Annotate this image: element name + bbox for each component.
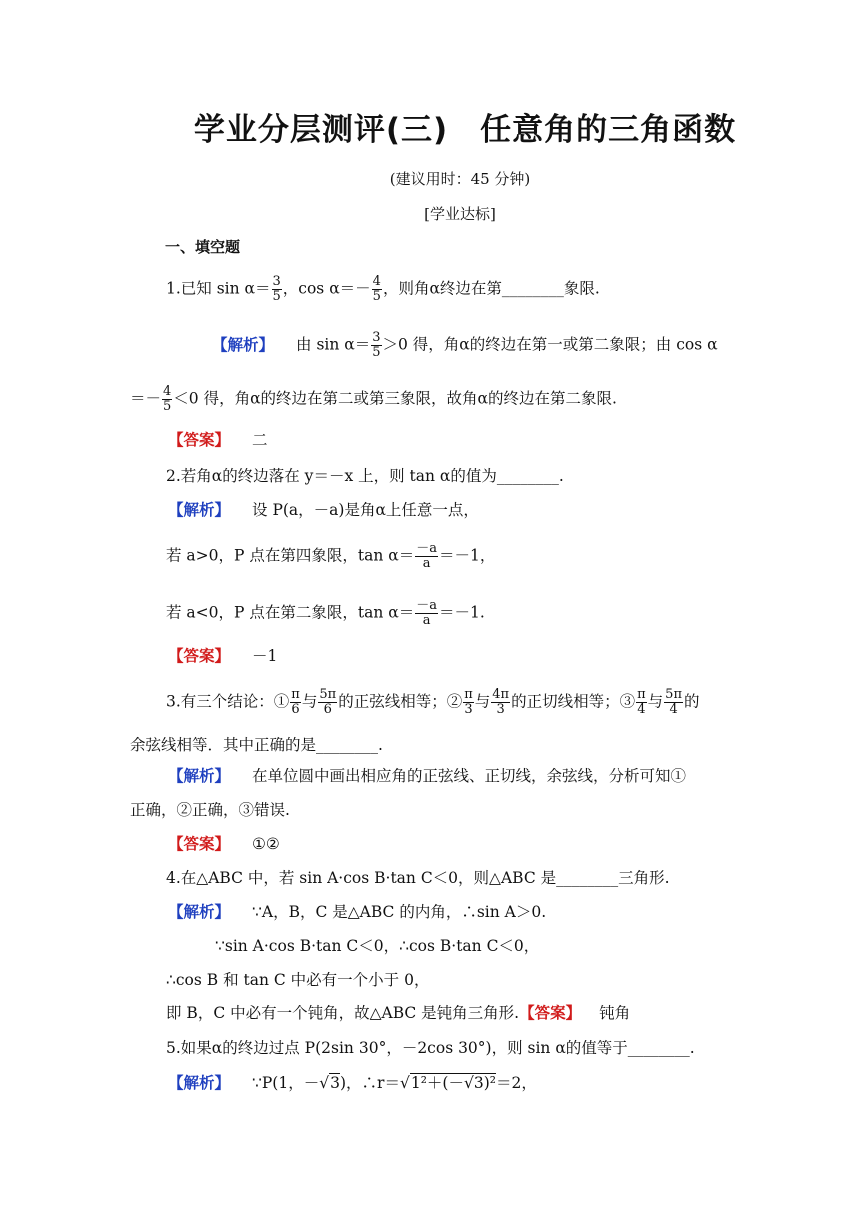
answer-tag: 【答案】 xyxy=(168,431,231,449)
fraction: $\frac{3}{5}$ xyxy=(272,274,281,304)
page-title: 学业分层测评(三) 任意角的三角函数 xyxy=(193,112,737,148)
question-1: 1.已知 sin α＝ $\frac{3}{5}$ ，cos α＝－ $\frac{4}{5}$ ，则角α终边在第________象限. xyxy=(166,274,600,304)
solution-tag: 【解析】 xyxy=(168,1074,231,1092)
fraction: $\frac{5\pi}{6}$ xyxy=(319,687,337,717)
solution-3-line-1: 【解析】 在单位圆中画出相应角的正弦线、正切线，余弦线，分析可知① xyxy=(168,767,687,785)
fraction: $\frac{4}{5}$ xyxy=(163,384,172,414)
answer-1: 【答案】 二 xyxy=(168,431,268,449)
solution-3-line-2: 正确，②正确，③错误. xyxy=(130,801,290,819)
answer-tag: 【答案】 xyxy=(519,1004,582,1022)
fraction: $\frac{\pi}{3}$ xyxy=(464,687,473,717)
section-heading: 一、填空题 xyxy=(165,238,241,256)
question-5: 5.如果α的终边过点 P(2sin 30°，－2cos 30°)，则 sin α的值等于________. xyxy=(166,1039,695,1057)
fraction: $\frac{4\pi}{3}$ xyxy=(492,687,510,717)
solution-4-line-1: 【解析】 ∵A，B，C 是△ABC 的内角，∴sin A＞0. xyxy=(168,903,547,921)
solution-2-line-3: 若 a<0，P 点在第二象限，tan α＝ $\frac{-a}{a}$ ＝－1. xyxy=(166,598,485,628)
fraction: $\frac{\pi}{4}$ xyxy=(637,687,646,717)
fraction: $\frac{-a}{a}$ xyxy=(416,598,437,628)
fraction: $\frac{3}{5}$ xyxy=(372,330,381,360)
solution-2-line-2: 若 a>0，P 点在第四象限，tan α＝ $\frac{-a}{a}$ ＝－1， xyxy=(166,541,496,571)
solution-tag: 【解析】 xyxy=(168,903,231,921)
answer-tag: 【答案】 xyxy=(168,835,231,853)
question-3-line-1: 3.有三个结论：① $\frac{\pi}{6}$ 与 $\frac{5\pi}{6}$ 的正弦线相等；② $\frac{\pi}{3}$ 与 $\frac{4\pi}{3}$ 的正切线相等；③ $\frac{\pi}{4}$ 与 $\frac{5\pi}{4}$ 的 xyxy=(166,687,700,717)
answer-2: 【答案】 －1 xyxy=(168,647,278,665)
question-3-line-2: 余弦线相等．其中正确的是________. xyxy=(130,736,383,754)
solution-4-line-3: ∴cos B 和 tan C 中必有一个小于 0， xyxy=(166,971,430,989)
question-4: 4.在△ABC 中，若 sin A·cos B·tan C＜0，则△ABC 是________三角形. xyxy=(166,869,670,887)
section-label: [学业达标] xyxy=(424,205,496,223)
solution-tag: 【解析】 xyxy=(168,501,231,519)
fraction: $\frac{4}{5}$ xyxy=(372,274,381,304)
solution-1-line-2: ＝－ $\frac{4}{5}$ ＜0 得，角α的终边在第二或第三象限，故角α的终边在第二象限. xyxy=(130,384,617,414)
fraction: $\frac{\pi}{6}$ xyxy=(291,687,300,717)
solution-tag: 【解析】 xyxy=(168,767,231,785)
solution-2-line-1: 【解析】 设 P(a，－a)是角α上任意一点， xyxy=(168,501,479,519)
answer-tag: 【答案】 xyxy=(168,647,231,665)
solution-4-line-4: 即 B，C 中必有一个钝角，故△ABC 是钝角三角形.【答案】 钝角 xyxy=(166,1004,631,1022)
fraction: $\frac{5\pi}{4}$ xyxy=(665,687,682,717)
fraction: $\frac{-a}{a}$ xyxy=(416,541,437,571)
question-2: 2.若角α的终边落在 y＝－x 上，则 tan α的值为________. xyxy=(166,467,564,485)
solution-4-line-2: ∵sin A·cos B·tan C＜0，∴cos B·tan C＜0， xyxy=(215,937,540,955)
time-suggestion: (建议用时：45 分钟) xyxy=(389,170,531,188)
solution-5-line-1: 【解析】 ∵P(1，－√3)，∴r＝√1²＋(－√3)²＝2， xyxy=(168,1074,537,1092)
solution-tag: 【解析】 xyxy=(212,335,275,354)
solution-1-line-1: 【解析】 由 sin α＝ $\frac{3}{5}$ ＞0 得，角α的终边在第一或第二象限；由 cos α xyxy=(212,330,718,360)
answer-3: 【答案】 ①② xyxy=(168,835,280,853)
